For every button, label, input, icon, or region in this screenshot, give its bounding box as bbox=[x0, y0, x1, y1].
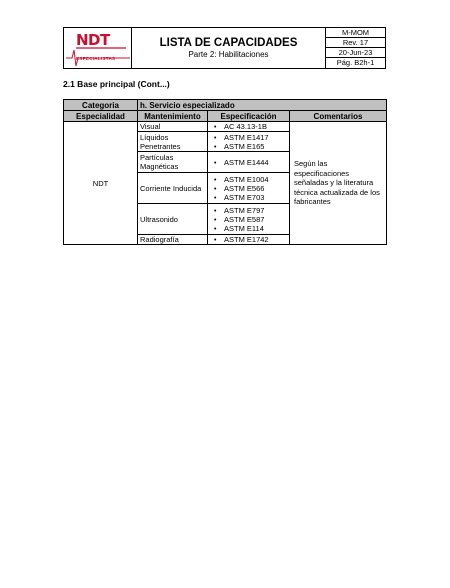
spec-cell bbox=[208, 122, 290, 132]
method-cell: Líquidos Penetrantes bbox=[138, 132, 208, 152]
header-mantenimiento: Mantenimiento bbox=[138, 111, 208, 122]
document-meta bbox=[326, 28, 385, 68]
title-box bbox=[132, 28, 326, 68]
spec-cell bbox=[208, 173, 290, 204]
spec-cell bbox=[208, 152, 290, 173]
spec-item: • ASTM E1004 bbox=[214, 175, 287, 184]
method-cell: Ultrasonido bbox=[138, 204, 208, 235]
header-especificacion: Especificación bbox=[208, 111, 290, 122]
capabilities-table bbox=[63, 99, 387, 245]
page-subtitle: Parte 2: Habilitaciones bbox=[188, 50, 269, 59]
spec-item: • ASTM E1417 bbox=[214, 133, 287, 142]
page-title: LISTA DE CAPACIDADES bbox=[159, 37, 298, 49]
doc-date: 20-Jun-23 bbox=[326, 48, 385, 58]
spec-item: • AC 43.13-1B bbox=[214, 122, 287, 131]
section-title: 2.1 Base principal (Cont...) bbox=[63, 79, 170, 89]
spec-cell bbox=[208, 132, 290, 152]
doc-code: M-MOM bbox=[326, 28, 385, 38]
spec-cell bbox=[208, 235, 290, 245]
spec-item: • ASTM E1444 bbox=[214, 158, 287, 167]
doc-revision: Rev. 17 bbox=[326, 38, 385, 48]
document-header bbox=[63, 27, 386, 69]
spec-item: • ASTM E587 bbox=[214, 215, 287, 224]
spec-item: • ASTM E703 bbox=[214, 193, 287, 202]
header-group-title: h. Servicio especializado bbox=[138, 100, 387, 111]
company-logo bbox=[64, 28, 132, 68]
method-cell: Partículas Magnéticas bbox=[138, 152, 208, 173]
header-comentarios: Comentarios bbox=[290, 111, 387, 122]
categoria-cell: NDT bbox=[64, 122, 138, 245]
method-cell: Visual bbox=[138, 122, 208, 132]
spec-item: • ASTM E797 bbox=[214, 206, 287, 215]
spec-item: • ASTM E566 bbox=[214, 184, 287, 193]
header-categoria: Categoria bbox=[64, 100, 138, 111]
spec-item: • ASTM E1742 bbox=[214, 235, 287, 244]
comentarios-cell: Según las especificaciones señaladas y la literatura técnica actualizada de los fabricantes bbox=[290, 122, 387, 245]
method-cell: Radiografía bbox=[138, 235, 208, 245]
spec-item: • ASTM E114 bbox=[214, 224, 287, 233]
header-especialidad: Especialidad bbox=[64, 111, 138, 122]
spec-cell bbox=[208, 204, 290, 235]
spec-item: • ASTM E165 bbox=[214, 142, 287, 151]
method-cell: Corriente Inducida bbox=[138, 173, 208, 204]
logo-subtext: ESPECIALISTAS bbox=[76, 56, 116, 61]
doc-page: Pág. B2h-1 bbox=[336, 58, 375, 67]
logo-text: NDT bbox=[76, 31, 110, 49]
